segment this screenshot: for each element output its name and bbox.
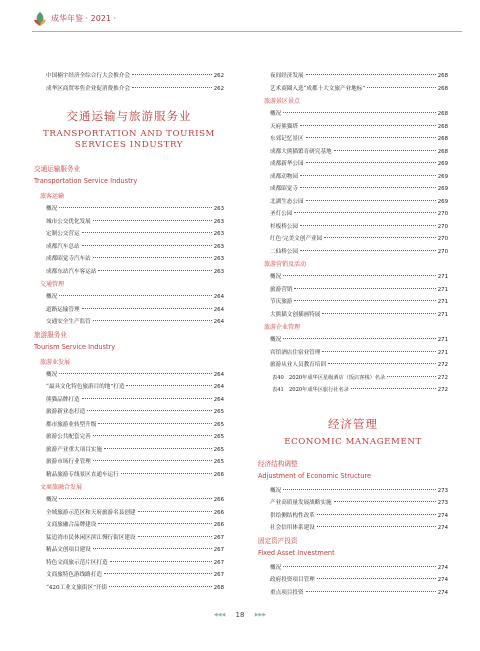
toc-page-number: 267 bbox=[213, 559, 224, 566]
toc-page-number: 266 bbox=[213, 471, 224, 478]
toc-entry[interactable] bbox=[258, 133, 448, 146]
toc-entry[interactable] bbox=[34, 419, 224, 432]
toc-dot-leader bbox=[367, 86, 435, 88]
toc-dot-leader bbox=[283, 111, 436, 113]
toc-dot-leader bbox=[351, 387, 436, 389]
toc-page-number: 263 bbox=[213, 206, 224, 212]
toc-page-number: 268 bbox=[437, 123, 448, 130]
toc-entry[interactable] bbox=[34, 394, 224, 407]
toc-dot-leader bbox=[306, 161, 436, 163]
toc-page-number: 271 bbox=[437, 337, 448, 343]
toc-page-number: 268 bbox=[437, 148, 448, 155]
page-footer bbox=[0, 611, 480, 619]
toc-dot-leader bbox=[110, 560, 212, 562]
toc-entry[interactable] bbox=[258, 158, 448, 171]
toc-dot-leader bbox=[138, 535, 212, 537]
toc-entry[interactable] bbox=[258, 221, 448, 234]
toc-entry-title: 成都汽车总站 bbox=[46, 243, 80, 250]
toc-entry[interactable] bbox=[258, 347, 448, 360]
toc-page-number: 262 bbox=[213, 85, 224, 92]
header-title: 成华年鉴 · 2021 · bbox=[51, 14, 117, 23]
toc-entry[interactable] bbox=[258, 497, 448, 510]
toc-dot-leader bbox=[283, 274, 436, 276]
toc-entry-title: 成都东站汽车客运站 bbox=[46, 268, 97, 275]
toc-entry-title: 猛追湾市民休闲区滨江慢行街区建设 bbox=[46, 534, 136, 541]
toc-page-number: 272 bbox=[437, 374, 448, 381]
toc-entry-title: 成都昭觉寺 bbox=[270, 186, 298, 192]
toc-page-number: 269 bbox=[437, 161, 448, 167]
toc-entry[interactable] bbox=[258, 146, 448, 159]
chapter-title-en: ECONOMIC MANAGEMENT bbox=[284, 436, 422, 447]
toc-entry-title: 旅游新业态打造 bbox=[46, 409, 86, 415]
toc-page-number: 274 bbox=[437, 564, 448, 571]
toc-entry[interactable] bbox=[34, 519, 224, 532]
toc-entry[interactable] bbox=[34, 83, 224, 96]
toc-entry[interactable] bbox=[258, 296, 448, 309]
toc-entry-title: 定制公交营运 bbox=[46, 231, 80, 237]
toc-subsection-title: 旅游企业管理 bbox=[264, 324, 301, 331]
toc-page-number: 270 bbox=[437, 223, 448, 230]
toc-dot-leader bbox=[294, 287, 435, 289]
toc-entry[interactable] bbox=[258, 83, 448, 96]
toc-dot-leader bbox=[334, 149, 436, 151]
toc-page-number: 264 bbox=[213, 396, 224, 403]
toc-dot-leader bbox=[300, 224, 436, 226]
toc-entry[interactable] bbox=[34, 266, 224, 279]
toc-entry[interactable] bbox=[258, 70, 448, 83]
toc-dot-leader bbox=[59, 294, 212, 296]
toc-entry[interactable] bbox=[258, 587, 448, 600]
toc-dot-leader bbox=[93, 547, 212, 549]
toc-dot-leader bbox=[93, 434, 212, 436]
toc-entry[interactable] bbox=[34, 316, 224, 329]
toc-entry-title: 概况 bbox=[46, 371, 58, 378]
toc-entry[interactable] bbox=[34, 469, 224, 482]
toc-dot-leader bbox=[306, 199, 436, 201]
toc-dot-leader bbox=[294, 299, 435, 301]
toc-dot-leader bbox=[59, 206, 212, 208]
toc-page-number: 268 bbox=[437, 136, 448, 142]
toc-right-column bbox=[258, 70, 448, 599]
toc-dot-leader bbox=[306, 136, 436, 138]
toc-dot-leader bbox=[300, 174, 436, 176]
toc-subsection-title: 旅游业发展 bbox=[40, 358, 71, 366]
toc-dot-leader bbox=[132, 86, 212, 88]
toc-dot-leader bbox=[300, 249, 436, 251]
toc-page-number: 267 bbox=[213, 534, 224, 541]
toc-dot-leader bbox=[98, 422, 211, 424]
toc-page-number: 272 bbox=[437, 362, 448, 368]
toc-entry[interactable] bbox=[34, 228, 224, 241]
toc-entry-title: 交通安全生产监管 bbox=[46, 319, 91, 325]
toc-entry-title: 都市旅游业转型升级 bbox=[46, 421, 97, 428]
toc-entry-title: 旅游市场行业管理 bbox=[46, 459, 91, 465]
toc-dot-leader bbox=[87, 409, 212, 411]
toc-entry[interactable] bbox=[258, 522, 448, 535]
toc-dot-leader bbox=[322, 350, 435, 352]
toc-page-number: 271 bbox=[437, 299, 448, 305]
toc-page-number: 271 bbox=[437, 286, 448, 293]
toc-page-number: 269 bbox=[437, 186, 448, 192]
toc-page-number: 270 bbox=[437, 248, 448, 255]
toc-page-number: 264 bbox=[213, 319, 224, 325]
toc-entry[interactable] bbox=[258, 574, 448, 587]
toc-entry-title: 圣灯公园 bbox=[270, 211, 293, 217]
toc-entry-title: 东郊记忆景区 bbox=[270, 136, 304, 142]
toc-dot-leader bbox=[324, 236, 436, 238]
toc-entry[interactable] bbox=[34, 569, 224, 582]
page-number: 18 bbox=[235, 611, 245, 619]
toc-entry-title: 成都新华公园 bbox=[270, 161, 304, 167]
toc-page-number: 265 bbox=[213, 409, 224, 415]
toc-entry[interactable] bbox=[258, 334, 448, 347]
toc-entry-title: 旅游公共配套完善 bbox=[46, 434, 91, 440]
toc-entry[interactable] bbox=[258, 359, 448, 372]
toc-entry-title: 旅游从业人员教育培训 bbox=[270, 362, 326, 368]
toc-entry[interactable] bbox=[258, 485, 448, 498]
toc-entry-title: 概况 bbox=[46, 206, 58, 212]
toc-entry[interactable] bbox=[258, 372, 448, 385]
section-title-cn: 经济结构调整 bbox=[258, 459, 298, 468]
section-title-cn: 旅游服务业 bbox=[34, 330, 67, 339]
toc-entry-title: 概况 bbox=[270, 564, 282, 571]
toc-entry-title: 全域旅游示范区和天府旅游名县创建 bbox=[46, 509, 136, 516]
toc-entry-title: 旅游产业重大项目实施 bbox=[46, 446, 102, 453]
footer-arrows-right-icon: ▶▶▶ bbox=[254, 612, 267, 618]
chapter-title-en: SERVICES INDUSTRY bbox=[74, 140, 184, 150]
toc-entry-title: 概况 bbox=[270, 274, 282, 280]
section-title-en: Fixed Asset Investment bbox=[258, 548, 335, 557]
chapter-title-cn: 交通运输与旅游服务业 bbox=[66, 109, 192, 123]
toc-dot-leader bbox=[93, 219, 212, 221]
toc-page-number: 273 bbox=[437, 487, 448, 494]
toc-entry[interactable] bbox=[34, 557, 224, 570]
toc-subsection-title: 旅游营销及活动 bbox=[264, 261, 307, 268]
chapter-title-cn: 经济管理 bbox=[328, 416, 378, 431]
toc-entry[interactable] bbox=[34, 582, 224, 595]
toc-subsection-title: 旅客运输 bbox=[40, 193, 65, 200]
toc-entry-title: 产业高质量发展战略实施 bbox=[270, 500, 332, 506]
toc-entry-title: 道路运输管理 bbox=[46, 306, 80, 313]
toc-entry[interactable] bbox=[34, 241, 224, 254]
toc-page-number: 271 bbox=[437, 274, 448, 280]
toc-dot-leader bbox=[126, 384, 211, 386]
section-title-en: Transportation Service Industry bbox=[34, 177, 138, 185]
toc-entry-title: 政府投资项目管理 bbox=[270, 577, 315, 583]
toc-dot-leader bbox=[138, 510, 212, 512]
toc-entry-title: 艺术商圈入选“成都十大文旅产业地标” bbox=[270, 85, 366, 92]
toc-entry-title: 大熊猫文创插画特展 bbox=[270, 311, 321, 318]
toc-dot-leader bbox=[82, 231, 212, 233]
chapter-title-en: TRANSPORTATION AND TOURISM bbox=[43, 129, 215, 139]
toc-page-number: 273 bbox=[437, 500, 448, 506]
toc-entry-title: 城市公交优化发展 bbox=[46, 218, 91, 225]
toc-entry-title: 中国楠宇经济全综合行大会推介会 bbox=[46, 73, 130, 79]
toc-page-number: 264 bbox=[213, 306, 224, 313]
toc-entry[interactable] bbox=[258, 183, 448, 196]
toc-page-number: 266 bbox=[213, 522, 224, 528]
toc-left-column bbox=[34, 70, 224, 594]
toc-entry-title: 节庆旅游 bbox=[270, 299, 293, 305]
toc-dot-leader bbox=[317, 577, 436, 579]
toc-page-number: 271 bbox=[437, 349, 448, 356]
toc-entry[interactable] bbox=[34, 291, 224, 304]
toc-dot-leader bbox=[93, 319, 212, 321]
toc-entry[interactable] bbox=[258, 196, 448, 209]
toc-dot-leader bbox=[98, 522, 211, 524]
toc-entry[interactable] bbox=[258, 246, 448, 259]
toc-page-number: 269 bbox=[437, 198, 448, 205]
toc-entry[interactable] bbox=[34, 532, 224, 545]
toc-dot-leader bbox=[294, 211, 435, 213]
toc-entry-title: 概况 bbox=[46, 497, 58, 503]
toc-entry[interactable] bbox=[258, 171, 448, 184]
toc-dot-leader bbox=[93, 459, 212, 461]
toc-entry[interactable] bbox=[34, 304, 224, 317]
toc-entry-title: 成都大熊猫繁育研究基地 bbox=[270, 148, 332, 155]
toc-entry-title: 宾馆酒店住宿业管理 bbox=[270, 349, 321, 356]
toc-entry-title: 二仙桥公园 bbox=[270, 248, 298, 255]
toc-entry[interactable] bbox=[34, 203, 224, 216]
yearbook-logo-icon bbox=[32, 11, 48, 27]
toc-dot-leader bbox=[283, 488, 436, 490]
toc-entry[interactable] bbox=[34, 381, 224, 394]
toc-entry[interactable] bbox=[34, 253, 224, 266]
toc-subsection-title: 文商旅融合发展 bbox=[40, 484, 83, 491]
toc-entry[interactable] bbox=[258, 309, 448, 322]
toc-page-number: 268 bbox=[437, 73, 448, 79]
section-title-en: Adjustment of Economic Structure bbox=[258, 471, 372, 480]
toc-entry-title: 文商旅融合品牌建设 bbox=[46, 522, 97, 528]
toc-page-number: 263 bbox=[213, 256, 224, 262]
toc-page-number: 269 bbox=[437, 173, 448, 180]
toc-entry[interactable] bbox=[258, 562, 448, 575]
toc-page-number: 270 bbox=[437, 211, 448, 217]
toc-page-number: 265 bbox=[213, 434, 224, 440]
toc-dot-leader bbox=[283, 337, 436, 339]
toc-page-number: 268 bbox=[437, 111, 448, 117]
section-title-cn: 固定资产投资 bbox=[258, 536, 298, 545]
toc-entry[interactable] bbox=[258, 121, 448, 134]
toc-dot-leader bbox=[334, 500, 436, 502]
toc-entry-title: 精品文创项目建设 bbox=[46, 547, 91, 553]
toc-entry-title: 概况 bbox=[270, 487, 282, 494]
toc-dot-leader bbox=[306, 73, 436, 75]
toc-dot-leader bbox=[387, 375, 436, 377]
toc-entry[interactable] bbox=[34, 70, 224, 83]
toc-entry[interactable] bbox=[34, 406, 224, 419]
toc-page-number: 268 bbox=[213, 584, 224, 591]
toc-entry-title: 成都昭觉寺汽车站 bbox=[46, 256, 91, 262]
toc-dot-leader bbox=[132, 73, 212, 75]
toc-dot-leader bbox=[306, 590, 436, 592]
toc-dot-leader bbox=[82, 397, 212, 399]
toc-entry-title: 杉板桥公园 bbox=[270, 223, 298, 230]
toc-dot-leader bbox=[109, 585, 212, 587]
toc-page-number: 262 bbox=[213, 73, 224, 79]
toc-entry-title: 重点项目投资 bbox=[270, 589, 304, 596]
toc-entry[interactable] bbox=[34, 494, 224, 507]
toc-entry[interactable] bbox=[34, 369, 224, 382]
toc-dot-leader bbox=[300, 186, 436, 188]
toc-page-number: 266 bbox=[213, 497, 224, 503]
toc-dot-leader bbox=[283, 565, 436, 567]
section-title-en: Tourism Service Industry bbox=[34, 342, 116, 351]
toc-page-number: 267 bbox=[213, 547, 224, 553]
toc-entry-title: 特色文商旅示范片区打造 bbox=[46, 559, 108, 566]
toc-entry-title: 精品旅游专线景区直通车运行 bbox=[46, 471, 119, 478]
toc-dot-leader bbox=[328, 362, 436, 364]
toc-entry-title: 北湖生态公园 bbox=[270, 198, 304, 205]
toc-entry-title: 概况 bbox=[46, 294, 58, 300]
toc-entry-title: 熊猫品牌打造 bbox=[46, 396, 80, 403]
toc-page-number: 266 bbox=[213, 509, 224, 516]
toc-entry[interactable] bbox=[34, 444, 224, 457]
toc-page-number: 264 bbox=[213, 371, 224, 378]
toc-entry[interactable] bbox=[258, 510, 448, 523]
toc-subsection-title: 旅游景区景点 bbox=[264, 98, 301, 105]
toc-page-number: 274 bbox=[437, 525, 448, 531]
toc-dot-leader bbox=[317, 513, 436, 515]
toc-entry[interactable] bbox=[34, 216, 224, 229]
toc-dot-leader bbox=[300, 124, 436, 126]
toc-page-number: 264 bbox=[213, 294, 224, 300]
toc-dot-leader bbox=[322, 312, 435, 314]
toc-dot-leader bbox=[93, 256, 212, 258]
toc-page-number: 272 bbox=[437, 387, 448, 393]
toc-entry-title: 红色·完美文创产业园 bbox=[270, 236, 323, 242]
toc-entry[interactable] bbox=[34, 544, 224, 557]
toc-entry-title: 概况 bbox=[270, 111, 282, 117]
toc-entry-title: 表40 2020年成华区星级酒店（饭店客栈）名录 bbox=[272, 374, 386, 381]
footer-arrows-left-icon: ◀◀◀ bbox=[213, 612, 226, 618]
toc-page-number: 267 bbox=[213, 572, 224, 578]
toc-entry-title: “最具文化特色旅游目的地”打造 bbox=[46, 384, 125, 390]
toc-entry-title: 旅游营销 bbox=[270, 286, 293, 293]
toc-page-number: 270 bbox=[437, 236, 448, 242]
toc-page-number: 263 bbox=[213, 243, 224, 250]
toc-page-number: 263 bbox=[213, 231, 224, 237]
toc-dot-leader bbox=[104, 447, 212, 449]
toc-dot-leader bbox=[104, 572, 212, 574]
toc-page-number: 265 bbox=[213, 421, 224, 428]
toc-entry-title: 概况 bbox=[270, 337, 282, 343]
toc-entry-title: 表41 2020年成华区旅行社名录 bbox=[272, 387, 349, 393]
toc-dot-leader bbox=[59, 372, 212, 374]
toc-page-number: 263 bbox=[213, 218, 224, 225]
toc-entry[interactable] bbox=[258, 233, 448, 246]
toc-entry[interactable] bbox=[34, 507, 224, 520]
page-header bbox=[32, 11, 462, 29]
toc-entry[interactable] bbox=[258, 284, 448, 297]
toc-page-number: 271 bbox=[437, 311, 448, 318]
toc-page-number: 263 bbox=[213, 268, 224, 275]
toc-dot-leader bbox=[98, 269, 211, 271]
toc-page-number: 268 bbox=[437, 85, 448, 92]
toc-dot-leader bbox=[121, 472, 212, 474]
toc-page-number: 264 bbox=[213, 384, 224, 390]
toc-entry-title: 夜间经济发展 bbox=[270, 73, 304, 79]
toc-dot-leader bbox=[82, 244, 212, 246]
toc-page-number: 265 bbox=[213, 446, 224, 453]
toc-entry-title: 天府熊猫塔 bbox=[270, 123, 298, 130]
toc-entry-title: “420工业文旅街区”开街 bbox=[46, 584, 108, 591]
toc-entry[interactable] bbox=[258, 208, 448, 221]
section-title-cn: 交通运输服务业 bbox=[34, 165, 81, 173]
toc-entry-title: 供给侧结构性改革 bbox=[270, 512, 315, 519]
toc-dot-leader bbox=[59, 497, 212, 499]
toc-entry-title: 社会信用体系建设 bbox=[270, 525, 315, 531]
toc-entry[interactable] bbox=[34, 456, 224, 469]
toc-entry-title: 成华区商贸零售企业促消费推介会 bbox=[46, 85, 130, 92]
toc-entry-title: 成都动物园 bbox=[270, 173, 298, 180]
toc-subsection-title: 交通管理 bbox=[40, 281, 65, 288]
toc-entry[interactable] bbox=[258, 108, 448, 121]
toc-entry[interactable] bbox=[34, 431, 224, 444]
toc-page-number: 265 bbox=[213, 459, 224, 465]
toc-page-number: 274 bbox=[437, 577, 448, 583]
toc-entry[interactable] bbox=[258, 384, 448, 397]
toc-entry[interactable] bbox=[258, 271, 448, 284]
toc-dot-leader bbox=[82, 307, 212, 309]
toc-page-number: 274 bbox=[437, 589, 448, 596]
toc-entry-title: 文商旅特色游线路打造 bbox=[46, 572, 102, 578]
header-rule bbox=[32, 31, 462, 32]
toc-page-number: 274 bbox=[437, 512, 448, 519]
toc-dot-leader bbox=[317, 525, 436, 527]
